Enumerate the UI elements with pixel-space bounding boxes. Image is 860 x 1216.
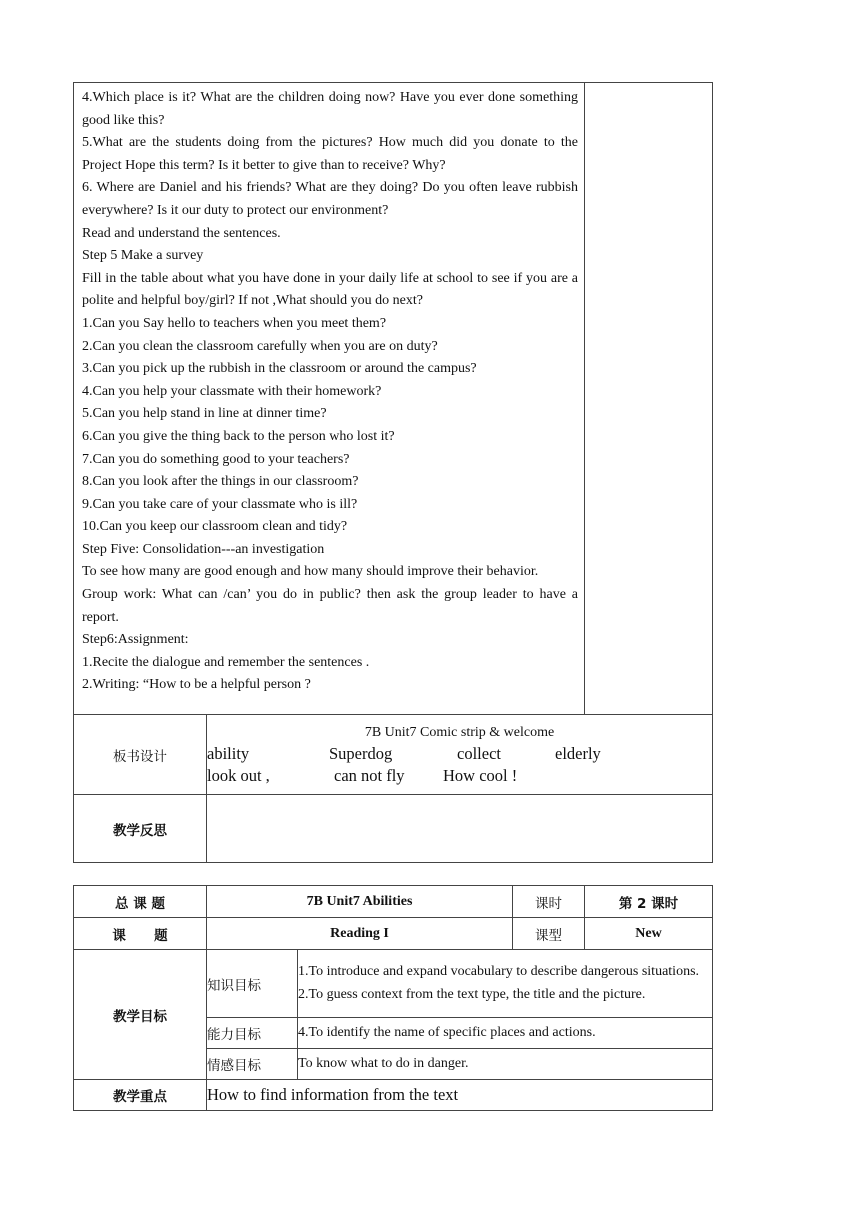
procedure-content-cell xyxy=(74,83,585,715)
lesson-value: Reading I xyxy=(207,918,513,950)
goals-label: 教学目标 xyxy=(74,950,207,1080)
board-design-label: 板书设计 xyxy=(74,715,207,795)
knowledge-line-1: 1.To introduce and expand vocabulary to describe dangerous situations. xyxy=(298,963,700,979)
board-row-1 xyxy=(207,743,712,765)
procedure-line: Fill in the table about what you have done in your daily life at school to see if you are a polite and helpful boy/girl? If not ,What should you do next? xyxy=(82,270,579,309)
procedure-side-cell xyxy=(585,83,713,715)
board-word: Superdog xyxy=(329,743,393,763)
procedure-line: 4.Which place is it? What are the children doing now? Have you ever done something good like this? xyxy=(82,90,579,128)
procedure-line: 6.Can you give the thing back to the person who lost it? xyxy=(82,428,395,444)
procedure-line: Step Five: Consolidation---an investigation xyxy=(82,541,325,557)
lesson-info-table xyxy=(73,885,713,1111)
ability-value: 4.To identify the name of specific places and actions. xyxy=(298,1018,713,1049)
type-label: 课型 xyxy=(513,918,585,950)
procedure-line: 7.Can you do something good to your teachers? xyxy=(82,451,350,467)
board-design-cell xyxy=(207,715,713,795)
period-value: 第 2 课时 xyxy=(585,886,713,918)
emotion-label: 情感目标 xyxy=(207,1049,298,1080)
procedure-line: 10.Can you keep our classroom clean and tidy? xyxy=(82,519,348,535)
period-label: 课时 xyxy=(513,886,585,918)
knowledge-cell xyxy=(298,950,713,1018)
knowledge-label: 知识目标 xyxy=(207,950,298,1018)
topic-value: 7B Unit7 Abilities xyxy=(207,886,513,918)
procedure-line: 5.What are the students doing from the pictures? How much did you donate to the Project Hope this term? Is it better to give than to receive? Why? xyxy=(82,135,579,173)
emotion-value: To know what to do in danger. xyxy=(298,1049,713,1080)
ability-label: 能力目标 xyxy=(207,1018,298,1049)
key-points-label: 教学重点 xyxy=(74,1080,207,1111)
board-word: look out , xyxy=(207,765,270,785)
procedure-line: 5.Can you help stand in line at dinner time? xyxy=(82,406,327,422)
lesson-procedure-table xyxy=(73,82,713,863)
procedure-line: 1.Can you Say hello to teachers when you meet them? xyxy=(82,315,387,331)
procedure-line: 1.Recite the dialogue and remember the sentences . xyxy=(82,654,370,670)
board-word: How cool ! xyxy=(443,765,518,785)
reflection-cell xyxy=(207,795,713,863)
procedure-line: To see how many are good enough and how many should improve their behavior. xyxy=(82,564,539,580)
procedure-line: Step 5 Make a survey xyxy=(82,248,204,264)
board-row-2 xyxy=(207,765,712,787)
procedure-line: Group work: What can /can’ you do in public? then ask the group leader to have a report. xyxy=(82,587,579,625)
procedure-line: 6. Where are Daniel and his friends? What are they doing? Do you often leave rubbish everywhere? Is it our duty to protect our environment? xyxy=(82,180,579,218)
procedure-line: 3.Can you pick up the rubbish in the classroom or around the campus? xyxy=(82,361,477,377)
procedure-line: Step6:Assignment: xyxy=(82,632,189,648)
procedure-line: 2.Can you clean the classroom carefully when you are on duty? xyxy=(82,338,438,354)
board-title: 7B Unit7 Comic strip & welcome xyxy=(364,724,555,740)
knowledge-line-2: 2.To guess context from the text type, the title and the picture. xyxy=(298,986,646,1002)
procedure-text xyxy=(74,83,584,699)
lesson-label: 课 题 xyxy=(74,918,207,950)
type-value: New xyxy=(585,918,713,950)
topic-label: 总 课 题 xyxy=(74,886,207,918)
procedure-line: 4.Can you help your classmate with their homework? xyxy=(82,383,382,399)
procedure-line: Read and understand the sentences. xyxy=(82,225,281,241)
reflection-label: 教学反思 xyxy=(74,795,207,863)
board-word: ability xyxy=(207,743,250,763)
procedure-line: 8.Can you look after the things in our classroom? xyxy=(82,474,359,490)
procedure-line: 2.Writing: “How to be a helpful person ? xyxy=(82,677,311,693)
procedure-line: 9.Can you take care of your classmate who is ill? xyxy=(82,496,358,512)
board-word: collect xyxy=(457,743,501,763)
board-word: can not fly xyxy=(334,765,405,785)
board-word: elderly xyxy=(555,743,601,763)
key-points-value: How to find information from the text xyxy=(207,1080,713,1111)
